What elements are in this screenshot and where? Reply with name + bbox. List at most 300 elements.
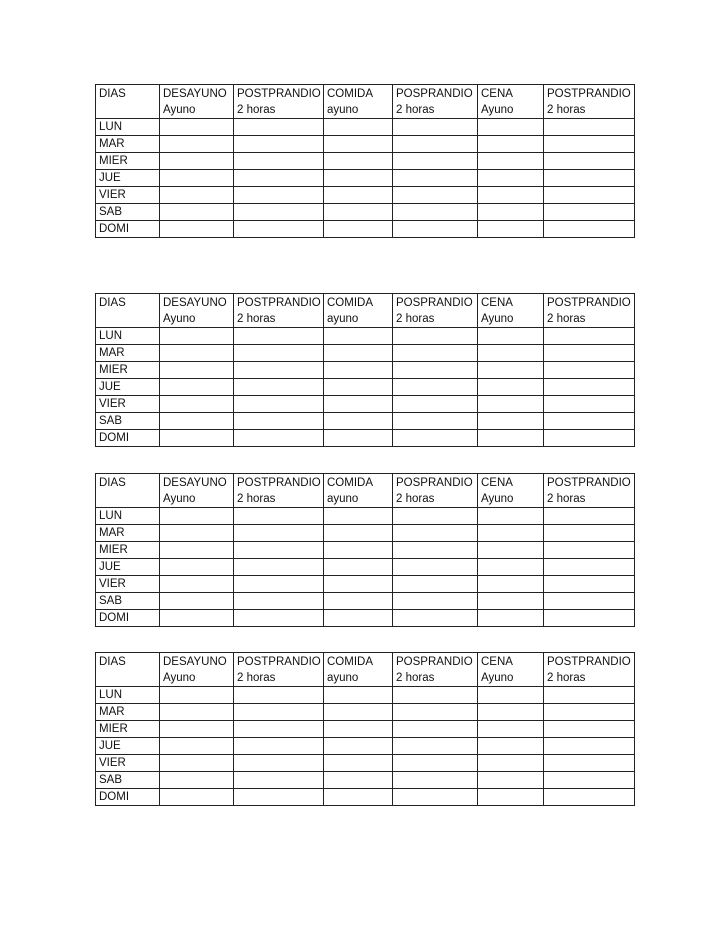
column-header-label: DESAYUNO [163, 297, 227, 309]
entry-cell [478, 525, 544, 542]
entry-cell [160, 610, 234, 627]
entry-cell [324, 738, 393, 755]
day-label: LUN [96, 508, 160, 525]
column-header-sublabel: 2 horas [547, 104, 586, 116]
column-header [234, 85, 324, 119]
entry-cell [324, 362, 393, 379]
entry-cell [160, 362, 234, 379]
entry-cell [544, 542, 635, 559]
entry-cell [234, 721, 324, 738]
entry-cell [393, 755, 478, 772]
entry-cell [478, 204, 544, 221]
glucose-log-table [95, 473, 635, 627]
entry-cell [160, 328, 234, 345]
entry-cell [393, 379, 478, 396]
column-header-label: COMIDA [327, 297, 373, 309]
day-label: DOMI [96, 610, 160, 627]
column-header-label: DESAYUNO [163, 656, 227, 668]
column-header-sublabel: 2 horas [396, 313, 435, 325]
entry-cell [324, 508, 393, 525]
column-header-sublabel: Ayuno [481, 313, 514, 325]
column-header-label: DIAS [99, 477, 126, 489]
table-row [96, 187, 635, 204]
entry-cell [160, 559, 234, 576]
column-header-sublabel: Ayuno [163, 672, 196, 684]
entry-cell [324, 170, 393, 187]
table-row [96, 738, 635, 755]
entry-cell [393, 593, 478, 610]
column-header-label: POSPRANDIO [396, 656, 473, 668]
entry-cell [324, 559, 393, 576]
entry-cell [160, 593, 234, 610]
day-label: JUE [96, 379, 160, 396]
column-header-label: COMIDA [327, 477, 373, 489]
entry-cell [234, 204, 324, 221]
entry-cell [234, 610, 324, 627]
day-label: JUE [96, 559, 160, 576]
entry-cell [544, 328, 635, 345]
column-header-label: DESAYUNO [163, 88, 227, 100]
entry-cell [160, 721, 234, 738]
entry-cell [234, 508, 324, 525]
column-header [478, 294, 544, 328]
entry-cell [478, 772, 544, 789]
column-header [393, 653, 478, 687]
entry-cell [478, 576, 544, 593]
column-header-sublabel: 2 horas [396, 104, 435, 116]
column-header-dias [96, 294, 160, 328]
column-header-sublabel: ayuno [327, 104, 359, 116]
day-label: MAR [96, 345, 160, 362]
entry-cell [544, 704, 635, 721]
column-header [544, 474, 635, 508]
entry-cell [234, 789, 324, 806]
entry-cell [478, 170, 544, 187]
entry-cell [324, 789, 393, 806]
entry-cell [324, 379, 393, 396]
entry-cell [160, 576, 234, 593]
entry-cell [234, 704, 324, 721]
entry-cell [160, 704, 234, 721]
entry-cell [393, 430, 478, 447]
entry-cell [234, 379, 324, 396]
entry-cell [478, 430, 544, 447]
entry-cell [393, 525, 478, 542]
column-header-label: CENA [481, 477, 513, 489]
entry-cell [478, 687, 544, 704]
column-header-sublabel: 2 horas [547, 313, 586, 325]
column-header [160, 653, 234, 687]
entry-cell [393, 328, 478, 345]
column-header-sublabel: Ayuno [163, 493, 196, 505]
entry-cell [160, 221, 234, 238]
entry-cell [324, 204, 393, 221]
entry-cell [544, 430, 635, 447]
column-header-dias [96, 653, 160, 687]
entry-cell [324, 187, 393, 204]
day-label: VIER [96, 187, 160, 204]
entry-cell [160, 687, 234, 704]
column-header-sublabel: Ayuno [481, 672, 514, 684]
entry-cell [324, 136, 393, 153]
entry-cell [393, 221, 478, 238]
entry-cell [234, 687, 324, 704]
entry-cell [544, 559, 635, 576]
entry-cell [160, 738, 234, 755]
column-header-sublabel: Ayuno [163, 313, 196, 325]
day-label: DOMI [96, 221, 160, 238]
entry-cell [234, 187, 324, 204]
column-header-label: COMIDA [327, 88, 373, 100]
column-header [160, 474, 234, 508]
entry-cell [544, 610, 635, 627]
entry-cell [478, 755, 544, 772]
day-label: MAR [96, 136, 160, 153]
entry-cell [324, 687, 393, 704]
column-header [160, 294, 234, 328]
entry-cell [234, 345, 324, 362]
entry-cell [393, 576, 478, 593]
entry-cell [544, 379, 635, 396]
entry-cell [393, 687, 478, 704]
table-row [96, 413, 635, 430]
table-row [96, 508, 635, 525]
entry-cell [478, 119, 544, 136]
entry-cell [160, 430, 234, 447]
table-row [96, 119, 635, 136]
column-header-label: POSTPRANDIO [237, 477, 321, 489]
column-header-label: CENA [481, 297, 513, 309]
entry-cell [544, 508, 635, 525]
entry-cell [324, 525, 393, 542]
entry-cell [478, 362, 544, 379]
day-label: MAR [96, 525, 160, 542]
table-row [96, 610, 635, 627]
day-label: JUE [96, 170, 160, 187]
entry-cell [234, 772, 324, 789]
entry-cell [160, 345, 234, 362]
column-header-label: DIAS [99, 297, 126, 309]
entry-cell [393, 508, 478, 525]
entry-cell [234, 593, 324, 610]
entry-cell [478, 542, 544, 559]
entry-cell [160, 119, 234, 136]
entry-cell [544, 755, 635, 772]
entry-cell [160, 187, 234, 204]
column-header-sublabel: 2 horas [237, 104, 276, 116]
column-header-label: CENA [481, 88, 513, 100]
header-row [96, 294, 635, 328]
day-label: VIER [96, 396, 160, 413]
entry-cell [324, 396, 393, 413]
day-label: VIER [96, 755, 160, 772]
day-label: LUN [96, 328, 160, 345]
entry-cell [324, 153, 393, 170]
entry-cell [234, 170, 324, 187]
entry-cell [234, 362, 324, 379]
column-header [478, 653, 544, 687]
entry-cell [234, 413, 324, 430]
table-row [96, 721, 635, 738]
entry-cell [393, 721, 478, 738]
entry-cell [160, 153, 234, 170]
table-row [96, 153, 635, 170]
entry-cell [544, 136, 635, 153]
entry-cell [160, 542, 234, 559]
entry-cell [478, 559, 544, 576]
table-row [96, 221, 635, 238]
column-header-sublabel: 2 horas [237, 672, 276, 684]
table-row [96, 328, 635, 345]
entry-cell [393, 170, 478, 187]
day-label: VIER [96, 576, 160, 593]
column-header-label: POSTPRANDIO [237, 297, 321, 309]
entry-cell [393, 153, 478, 170]
table-row [96, 525, 635, 542]
table-row [96, 772, 635, 789]
table-row [96, 593, 635, 610]
entry-cell [544, 593, 635, 610]
column-header [478, 474, 544, 508]
entry-cell [478, 738, 544, 755]
column-header [234, 474, 324, 508]
entry-cell [324, 119, 393, 136]
table-row [96, 559, 635, 576]
entry-cell [234, 396, 324, 413]
entry-cell [324, 576, 393, 593]
entry-cell [324, 221, 393, 238]
column-header-sublabel: ayuno [327, 493, 359, 505]
table-row [96, 576, 635, 593]
entry-cell [478, 413, 544, 430]
entry-cell [478, 136, 544, 153]
entry-cell [393, 204, 478, 221]
column-header [393, 85, 478, 119]
entry-cell [393, 738, 478, 755]
column-header-label: POSTPRANDIO [237, 656, 321, 668]
column-header [544, 294, 635, 328]
entry-cell [393, 542, 478, 559]
entry-cell [544, 413, 635, 430]
column-header-dias [96, 85, 160, 119]
column-header [324, 294, 393, 328]
entry-cell [234, 136, 324, 153]
entry-cell [160, 789, 234, 806]
column-header-sublabel: 2 horas [237, 493, 276, 505]
entry-cell [160, 525, 234, 542]
entry-cell [544, 789, 635, 806]
entry-cell [160, 772, 234, 789]
entry-cell [393, 396, 478, 413]
column-header-label: POSTPRANDIO [547, 88, 631, 100]
entry-cell [234, 542, 324, 559]
entry-cell [478, 328, 544, 345]
column-header-label: DIAS [99, 88, 126, 100]
entry-cell [478, 153, 544, 170]
day-label: DOMI [96, 789, 160, 806]
day-label: SAB [96, 413, 160, 430]
entry-cell [544, 396, 635, 413]
entry-cell [393, 772, 478, 789]
column-header-label: POSPRANDIO [396, 297, 473, 309]
entry-cell [393, 187, 478, 204]
entry-cell [234, 221, 324, 238]
entry-cell [544, 221, 635, 238]
entry-cell [160, 204, 234, 221]
glucose-log-table [95, 293, 635, 447]
entry-cell [478, 721, 544, 738]
column-header-label: POSPRANDIO [396, 88, 473, 100]
column-header-sublabel: 2 horas [396, 493, 435, 505]
column-header-sublabel: 2 horas [396, 672, 435, 684]
column-header-label: CENA [481, 656, 513, 668]
entry-cell [160, 508, 234, 525]
column-header-label: POSPRANDIO [396, 477, 473, 489]
table-row [96, 136, 635, 153]
day-label: SAB [96, 772, 160, 789]
entry-cell [478, 345, 544, 362]
table-row [96, 704, 635, 721]
entry-cell [478, 789, 544, 806]
table-row [96, 362, 635, 379]
column-header-label: DESAYUNO [163, 477, 227, 489]
column-header [544, 85, 635, 119]
column-header-label: POSTPRANDIO [547, 656, 631, 668]
day-label: MAR [96, 704, 160, 721]
glucose-log-table [95, 84, 635, 238]
entry-cell [324, 721, 393, 738]
column-header [324, 85, 393, 119]
column-header-label: POSTPRANDIO [547, 477, 631, 489]
entry-cell [544, 772, 635, 789]
column-header-sublabel: Ayuno [163, 104, 196, 116]
entry-cell [234, 559, 324, 576]
entry-cell [393, 610, 478, 627]
entry-cell [393, 362, 478, 379]
entry-cell [544, 362, 635, 379]
table-row [96, 204, 635, 221]
column-header [324, 474, 393, 508]
table-row [96, 789, 635, 806]
entry-cell [160, 379, 234, 396]
column-header-sublabel: 2 horas [547, 672, 586, 684]
entry-cell [234, 755, 324, 772]
entry-cell [544, 738, 635, 755]
entry-cell [544, 119, 635, 136]
table-row [96, 542, 635, 559]
day-label: JUE [96, 738, 160, 755]
column-header-sublabel: Ayuno [481, 493, 514, 505]
entry-cell [234, 328, 324, 345]
entry-cell [234, 525, 324, 542]
entry-cell [324, 328, 393, 345]
entry-cell [324, 345, 393, 362]
table-row [96, 345, 635, 362]
day-label: LUN [96, 119, 160, 136]
entry-cell [324, 542, 393, 559]
entry-cell [324, 755, 393, 772]
column-header [478, 85, 544, 119]
entry-cell [160, 413, 234, 430]
table-row [96, 687, 635, 704]
column-header [234, 294, 324, 328]
entry-cell [478, 379, 544, 396]
entry-cell [478, 221, 544, 238]
column-header [324, 653, 393, 687]
entry-cell [324, 593, 393, 610]
entry-cell [393, 789, 478, 806]
header-row [96, 653, 635, 687]
day-label: SAB [96, 593, 160, 610]
column-header [234, 653, 324, 687]
column-header-label: COMIDA [327, 656, 373, 668]
table-row [96, 170, 635, 187]
column-header-label: DIAS [99, 656, 126, 668]
entry-cell [160, 170, 234, 187]
day-label: MIER [96, 721, 160, 738]
day-label: LUN [96, 687, 160, 704]
column-header [393, 294, 478, 328]
column-header-sublabel: 2 horas [237, 313, 276, 325]
column-header [544, 653, 635, 687]
column-header-dias [96, 474, 160, 508]
entry-cell [544, 687, 635, 704]
table-row [96, 755, 635, 772]
column-header-label: POSTPRANDIO [547, 297, 631, 309]
entry-cell [478, 396, 544, 413]
entry-cell [160, 136, 234, 153]
entry-cell [478, 610, 544, 627]
entry-cell [478, 508, 544, 525]
entry-cell [544, 170, 635, 187]
entry-cell [393, 119, 478, 136]
entry-cell [234, 576, 324, 593]
entry-cell [478, 187, 544, 204]
entry-cell [160, 755, 234, 772]
entry-cell [478, 704, 544, 721]
day-label: SAB [96, 204, 160, 221]
entry-cell [393, 559, 478, 576]
entry-cell [234, 119, 324, 136]
column-header-sublabel: ayuno [327, 313, 359, 325]
entry-cell [544, 576, 635, 593]
day-label: MIER [96, 542, 160, 559]
column-header-sublabel: Ayuno [481, 104, 514, 116]
entry-cell [544, 525, 635, 542]
entry-cell [324, 704, 393, 721]
entry-cell [544, 187, 635, 204]
entry-cell [324, 772, 393, 789]
header-row [96, 85, 635, 119]
day-label: MIER [96, 153, 160, 170]
glucose-log-table [95, 652, 635, 806]
entry-cell [324, 413, 393, 430]
entry-cell [393, 345, 478, 362]
entry-cell [478, 593, 544, 610]
entry-cell [324, 610, 393, 627]
entry-cell [544, 721, 635, 738]
entry-cell [544, 345, 635, 362]
column-header [160, 85, 234, 119]
header-row [96, 474, 635, 508]
table-row [96, 430, 635, 447]
column-header-label: POSTPRANDIO [237, 88, 321, 100]
entry-cell [234, 738, 324, 755]
column-header-sublabel: 2 horas [547, 493, 586, 505]
entry-cell [544, 153, 635, 170]
table-row [96, 396, 635, 413]
entry-cell [393, 136, 478, 153]
